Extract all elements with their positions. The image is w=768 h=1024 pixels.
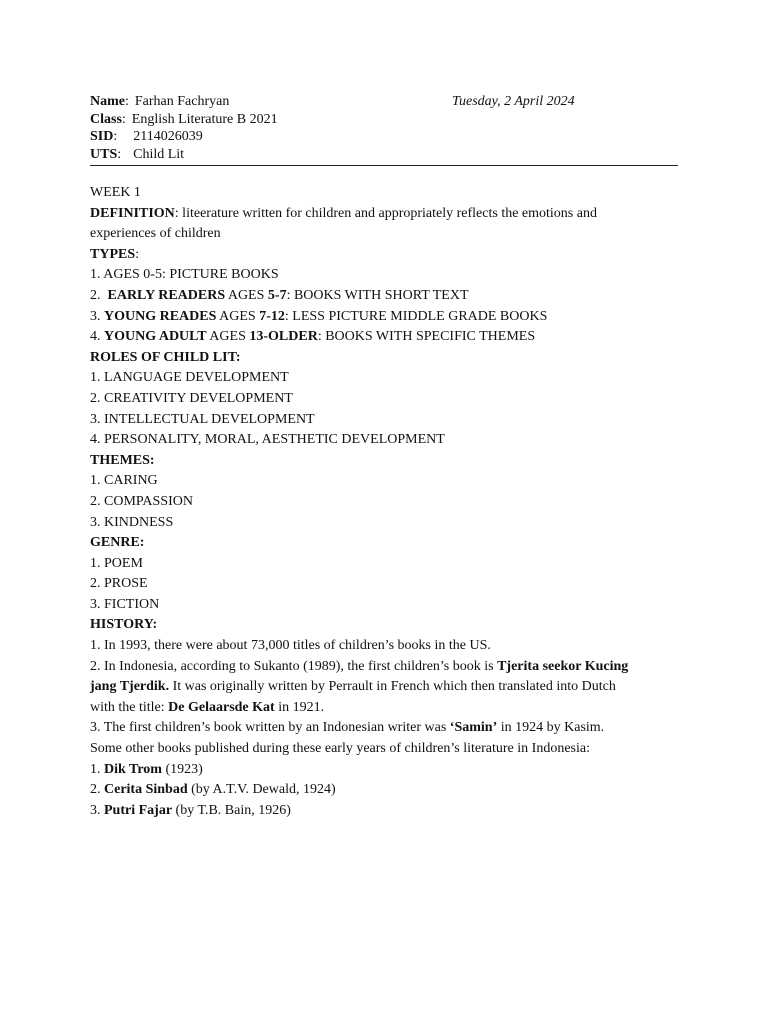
name-row: Name: Farhan Fachryan bbox=[90, 94, 230, 109]
name-label: Name bbox=[90, 94, 125, 109]
types-item: 4. YOUNG ADULT AGES 13-OLDER: BOOKS WITH SPECIFIC THEMES bbox=[90, 329, 536, 345]
genre-item: 3. FICTION bbox=[90, 596, 160, 612]
class-row: Class: English Literature B 2021 bbox=[90, 111, 278, 127]
themes-item: 3. KINDNESS bbox=[90, 514, 174, 530]
roles-item: 1. LANGUAGE DEVELOPMENT bbox=[90, 370, 289, 386]
notes-body bbox=[90, 183, 678, 821]
class-label: Class bbox=[90, 111, 122, 127]
sid-row: SID: 2114026039 bbox=[90, 129, 203, 144]
date: Tuesday, 2 April 2024 bbox=[452, 94, 575, 109]
roles-heading: ROLES OF CHILD LIT: bbox=[90, 349, 241, 365]
book-item: 2. Cerita Sinbad (by A.T.V. Dewald, 1924) bbox=[90, 782, 336, 798]
types-heading: TYPES: bbox=[90, 246, 140, 262]
header-block bbox=[90, 93, 678, 166]
themes-item: 1. CARING bbox=[90, 473, 158, 489]
roles-item: 3. INTELLECTUAL DEVELOPMENT bbox=[90, 411, 315, 427]
class-value: English Literature B 2021 bbox=[131, 111, 278, 127]
history-item-3-line-2: Some other books published during these early years of children’s literature in Indonesia: bbox=[90, 741, 590, 757]
name-value: Farhan Fachryan bbox=[134, 94, 230, 109]
book-item: 3. Putri Fajar (by T.B. Bain, 1926) bbox=[90, 802, 291, 818]
document-page bbox=[90, 93, 678, 821]
history-item-2-line-3: with the title: De Gelaarsde Kat in 1921. bbox=[90, 699, 325, 715]
history-item-2-line-2: jang Tjerdik. It was originally written by Perrault in French which then translated into Dutch bbox=[90, 679, 616, 695]
roles-item: 4. PERSONALITY, MORAL, AESTHETIC DEVELOPMENT bbox=[90, 432, 445, 448]
themes-heading: THEMES: bbox=[90, 452, 155, 468]
themes-item: 2. COMPASSION bbox=[90, 493, 193, 509]
history-heading: HISTORY: bbox=[90, 617, 158, 633]
types-item: 1. AGES 0-5: PICTURE BOOKS bbox=[90, 267, 279, 283]
week-title: WEEK 1 bbox=[90, 185, 141, 200]
uts-row: UTS: Child Lit bbox=[90, 146, 185, 162]
uts-label: UTS bbox=[90, 146, 118, 162]
sid-label: SID bbox=[90, 129, 114, 144]
definition-label: DEFINITION bbox=[90, 205, 175, 221]
genre-item: 2. PROSE bbox=[90, 576, 148, 592]
definition-line-2: experiences of children bbox=[90, 226, 221, 242]
sid-value: 2114026039 bbox=[133, 129, 203, 144]
types-item: 3. YOUNG READES AGES 7-12: LESS PICTURE MIDDLE GRADE BOOKS bbox=[90, 308, 548, 324]
uts-value: Child Lit bbox=[133, 146, 185, 162]
book-item: 1. Dik Trom (1923) bbox=[90, 761, 203, 777]
genre-item: 1. POEM bbox=[90, 555, 143, 571]
genre-heading: GENRE: bbox=[90, 535, 145, 551]
history-item-1: 1. In 1993, there were about 73,000 titles of children’s books in the US. bbox=[90, 638, 491, 654]
definition-line-1: DEFINITION: liteerature written for children and appropriately reflects the emotions and bbox=[90, 205, 597, 221]
roles-item: 2. CREATIVITY DEVELOPMENT bbox=[90, 390, 293, 406]
types-item: 2. EARLY READERS AGES 5-7: BOOKS WITH SHORT TEXT bbox=[90, 287, 469, 303]
history-item-2-line-1: 2. In Indonesia, according to Sukanto (1989), the first children’s book is Tjerita seekor Kucing bbox=[90, 658, 629, 674]
history-item-3-line-1: 3. The first children’s book written by an Indonesian writer was ‘Samin’ in 1924 by Kasim. bbox=[90, 720, 605, 736]
